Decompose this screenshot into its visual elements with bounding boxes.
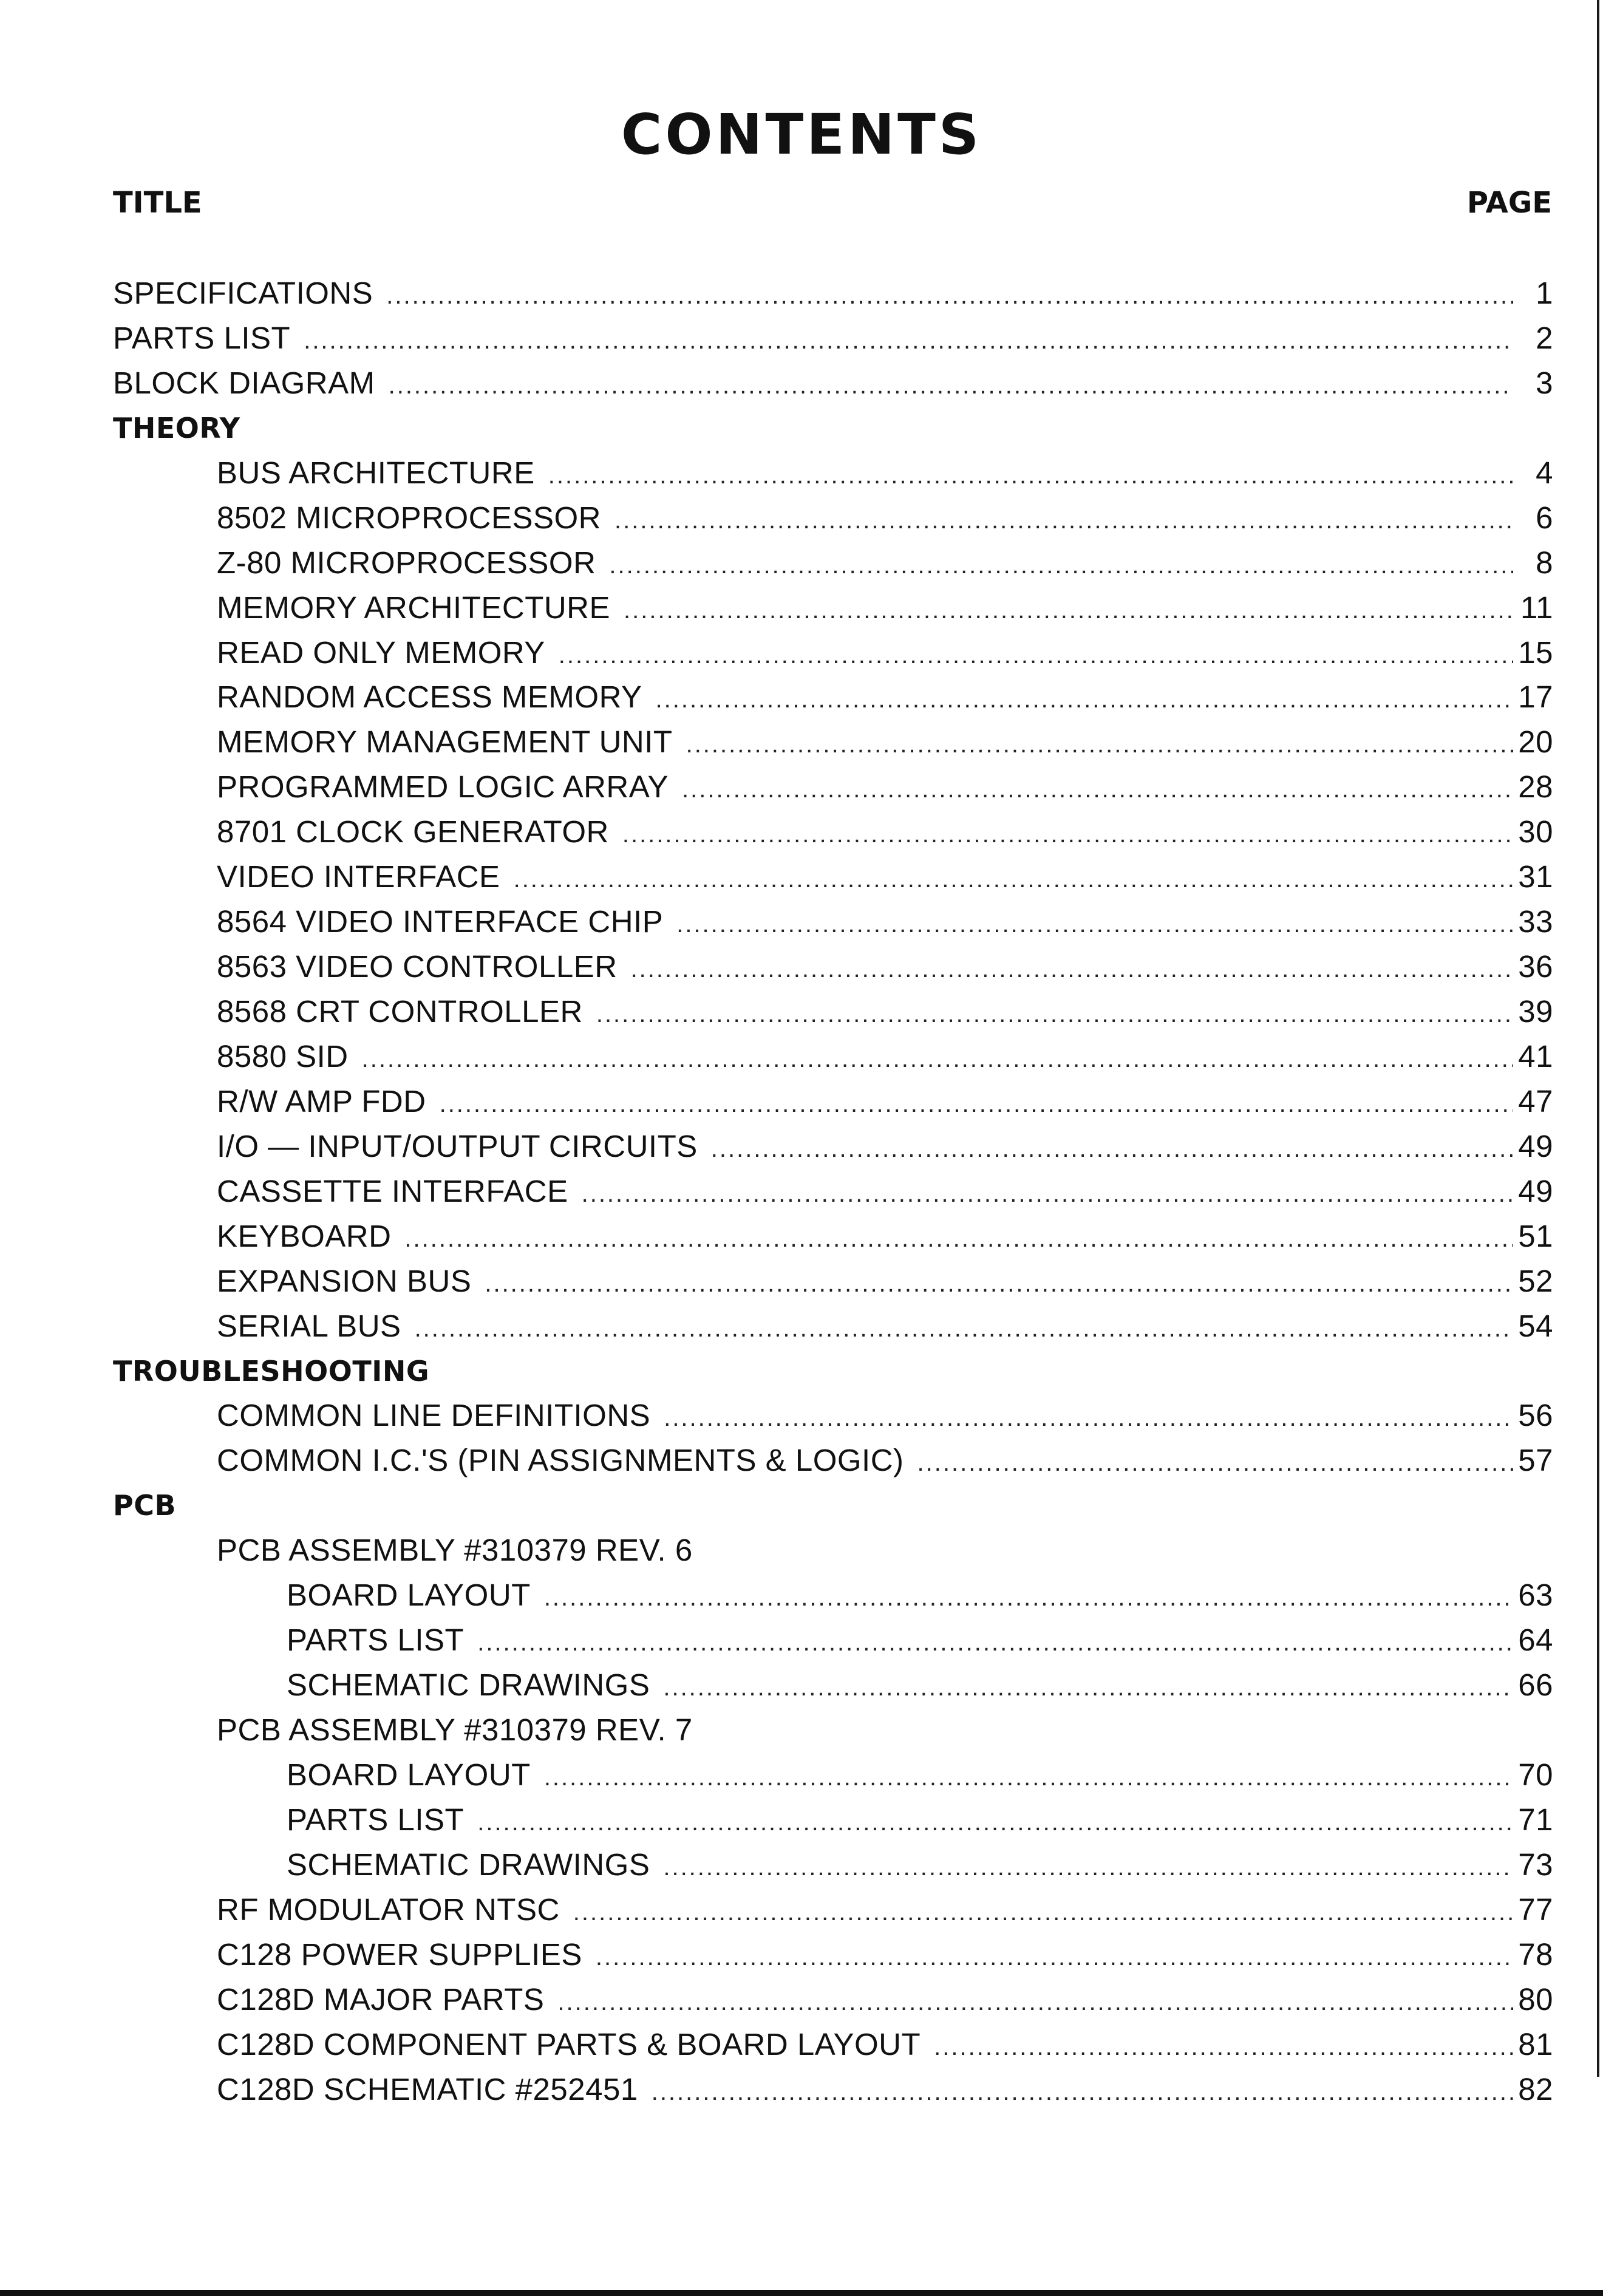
entry-label: C128D MAJOR PARTS (217, 1981, 545, 2017)
toc-entry[interactable] (0, 1708, 1603, 1753)
dot-leader (477, 1620, 1513, 1665)
dot-leader (304, 318, 1513, 363)
entry-label: PCB ASSEMBLY #310379 REV. 6 (217, 1533, 693, 1568)
page-number: 20 (1518, 724, 1553, 760)
dot-leader (663, 1845, 1513, 1890)
page-number: 17 (1518, 680, 1553, 715)
dot-leader (596, 1935, 1513, 1980)
toc-entry-line (217, 1304, 1513, 1351)
entry-label: Z-80 MICROPROCESSOR (217, 545, 596, 580)
toc-entry[interactable] (0, 1259, 1603, 1304)
section-label: TROUBLESHOOTING (113, 1354, 430, 1388)
toc-entry-line (287, 1663, 1513, 1710)
dot-leader (652, 2069, 1513, 2114)
dot-leader (440, 1082, 1513, 1126)
toc-entry-line (113, 316, 1513, 363)
toc-entry[interactable] (0, 720, 1603, 765)
toc-entry[interactable] (0, 1753, 1603, 1797)
entry-label: RF MODULATOR NTSC (217, 1892, 560, 1927)
dot-leader (477, 1800, 1513, 1845)
dot-leader (548, 453, 1513, 498)
entry-label: BUS ARCHITECTURE (217, 455, 535, 490)
toc-entry[interactable] (0, 1304, 1603, 1349)
toc-entry[interactable] (0, 1393, 1603, 1438)
dot-leader (614, 498, 1513, 543)
toc-entry[interactable] (0, 451, 1603, 496)
entry-label: CASSETTE INTERFACE (217, 1173, 568, 1208)
entry-label: 8563 VIDEO CONTROLLER (217, 949, 618, 984)
entry-label: PCB ASSEMBLY #310379 REV. 7 (217, 1712, 693, 1747)
dot-leader (664, 1395, 1513, 1440)
dot-leader (686, 722, 1513, 767)
toc-entry[interactable] (0, 1079, 1603, 1124)
dot-leader (404, 1216, 1513, 1261)
toc-entry[interactable] (0, 1528, 1603, 1573)
toc-entry-line (113, 1349, 1513, 1394)
dot-leader (544, 1575, 1513, 1620)
page-number: 51 (1518, 1218, 1553, 1253)
toc-entry[interactable] (0, 1842, 1603, 1887)
dot-leader (609, 543, 1513, 588)
dot-leader (656, 677, 1514, 722)
toc-entry[interactable] (0, 1663, 1603, 1708)
toc-entry[interactable] (0, 1932, 1603, 1977)
dot-leader (934, 2025, 1513, 2069)
entry-label: BOARD LAYOUT (287, 1757, 531, 1792)
dot-leader (663, 1665, 1513, 1710)
toc-entry-line (217, 720, 1513, 767)
toc-entry-line (217, 1214, 1513, 1261)
entry-label: 8568 CRT CONTROLLER (217, 994, 583, 1029)
toc-entry-line (217, 989, 1513, 1037)
page-number: 81 (1518, 2026, 1553, 2062)
dot-leader (573, 1890, 1513, 1935)
page-number: 63 (1518, 1578, 1553, 1613)
toc-entry[interactable] (0, 899, 1603, 944)
page-edge-line (1597, 0, 1599, 2077)
dot-leader (622, 812, 1513, 857)
page-number: 41 (1518, 1038, 1553, 1074)
toc-entry[interactable] (0, 1438, 1603, 1483)
entry-label: PROGRAMMED LOGIC ARRAY (217, 769, 669, 805)
entry-label: COMMON LINE DEFINITIONS (217, 1398, 651, 1433)
toc-entry[interactable] (0, 1797, 1603, 1842)
entry-label: C128D COMPONENT PARTS & BOARD LAYOUT (217, 2026, 921, 2062)
toc-entry-line (217, 1259, 1513, 1306)
page-number: 78 (1518, 1937, 1553, 1972)
toc-entry-line (217, 1169, 1513, 1216)
toc-entry-line (217, 1932, 1513, 1980)
page-number: 6 (1536, 500, 1553, 535)
toc-entry[interactable] (0, 540, 1603, 585)
toc-entry-line (217, 2022, 1513, 2069)
toc-entry-line (217, 1977, 1513, 2025)
page-number: 2 (1536, 320, 1553, 355)
page-bottom-border (0, 2290, 1603, 2296)
entry-label: BOARD LAYOUT (287, 1578, 531, 1613)
dot-leader (559, 633, 1513, 678)
toc-entry-line (217, 630, 1513, 678)
toc-entry-line (217, 1438, 1513, 1485)
toc-entry[interactable] (0, 2067, 1603, 2112)
entry-label: SCHEMATIC DRAWINGS (287, 1847, 650, 1882)
toc-section-heading (0, 406, 1603, 451)
dot-leader (362, 1037, 1513, 1082)
page-number: 71 (1518, 1802, 1553, 1837)
toc-entry[interactable] (0, 496, 1603, 540)
page-number: 47 (1518, 1083, 1553, 1119)
page-number: 36 (1518, 949, 1553, 984)
dot-leader (386, 273, 1513, 318)
dot-leader (596, 992, 1513, 1037)
toc-entry-line (113, 406, 1513, 451)
toc-entry[interactable] (0, 1977, 1603, 2022)
entry-label: 8564 VIDEO INTERFACE CHIP (217, 904, 664, 939)
page-number: 8 (1536, 545, 1553, 580)
entry-label: MEMORY MANAGEMENT UNIT (217, 724, 673, 760)
page-number: 1 (1536, 276, 1553, 310)
toc-entry-line (217, 1034, 1513, 1082)
entry-label: PARTS LIST (113, 320, 291, 355)
page-number: 77 (1518, 1892, 1553, 1927)
entry-label: SCHEMATIC DRAWINGS (287, 1667, 650, 1703)
toc-entry-line (217, 765, 1513, 812)
page-number: 82 (1518, 2071, 1553, 2107)
toc-entry[interactable] (0, 1124, 1603, 1169)
page-column-header: PAGE (1466, 186, 1552, 220)
page-number: 80 (1518, 1981, 1553, 2017)
section-label: THEORY (113, 411, 240, 445)
toc-entry[interactable] (0, 1034, 1603, 1079)
toc-entry-line (217, 1079, 1513, 1126)
page-number: 49 (1518, 1173, 1553, 1208)
toc-entry[interactable] (0, 271, 1603, 316)
toc-entry[interactable] (0, 989, 1603, 1034)
toc-entry-line (217, 1393, 1513, 1440)
toc-entry[interactable] (0, 361, 1603, 406)
page-number: 4 (1536, 455, 1553, 490)
dot-leader (682, 767, 1513, 812)
entry-label: PARTS LIST (287, 1802, 465, 1837)
page-number: 57 (1518, 1443, 1553, 1478)
table-of-contents (0, 271, 1603, 2111)
title-column-header: TITLE (113, 186, 202, 220)
entry-label: COMMON I.C.'S (PIN ASSIGNMENTS & LOGIC) (217, 1443, 904, 1478)
toc-entry[interactable] (0, 854, 1603, 899)
toc-entry-line (217, 675, 1513, 722)
dot-leader (624, 588, 1513, 633)
page-number: 3 (1536, 365, 1553, 400)
toc-entry-line (217, 1887, 1513, 1935)
toc-entry-line (217, 1528, 1513, 1573)
entry-label: SERIAL BUS (217, 1308, 401, 1343)
page-number: 70 (1518, 1757, 1553, 1792)
entry-label: SPECIFICATIONS (113, 276, 373, 310)
toc-entry[interactable] (0, 944, 1603, 989)
toc-entry-line (287, 1797, 1513, 1845)
page-number: 30 (1518, 814, 1553, 850)
entry-label: R/W AMP FDD (217, 1083, 426, 1119)
page-number: 11 (1520, 590, 1553, 625)
page-number: 15 (1518, 635, 1553, 670)
toc-entry[interactable] (0, 2022, 1603, 2067)
toc-entry-line (217, 899, 1513, 947)
page-number: 52 (1518, 1263, 1553, 1298)
entry-label: EXPANSION BUS (217, 1263, 472, 1298)
dot-leader (917, 1440, 1513, 1485)
entry-label: READ ONLY MEMORY (217, 635, 545, 670)
dot-leader (389, 363, 1513, 408)
dot-leader (415, 1306, 1513, 1351)
entry-label: 8701 CLOCK GENERATOR (217, 814, 609, 850)
dot-leader (631, 947, 1513, 992)
entry-label: C128 POWER SUPPLIES (217, 1937, 582, 1972)
toc-entry-line (287, 1753, 1513, 1800)
toc-entry[interactable] (0, 1169, 1603, 1214)
toc-entry[interactable] (0, 1573, 1603, 1618)
toc-entry-line (217, 854, 1513, 902)
page-title: CONTENTS (621, 102, 982, 167)
toc-entry-line (217, 809, 1513, 857)
entry-label: KEYBOARD (217, 1218, 392, 1253)
page-number: 56 (1518, 1398, 1553, 1433)
entry-label: MEMORY ARCHITECTURE (217, 590, 611, 625)
toc-entry[interactable] (0, 1618, 1603, 1663)
section-label: PCB (113, 1489, 177, 1522)
toc-entry-line (217, 2067, 1513, 2114)
dot-leader (676, 902, 1513, 947)
entry-label: C128D SCHEMATIC #252451 (217, 2071, 638, 2107)
dot-leader (514, 857, 1513, 902)
page-number: 66 (1518, 1667, 1553, 1703)
toc-entry-line (217, 1124, 1513, 1171)
toc-entry-line (217, 585, 1513, 633)
entry-label: I/O — INPUT/OUTPUT CIRCUITS (217, 1128, 698, 1163)
toc-entry-line (217, 944, 1513, 992)
dot-leader (485, 1261, 1513, 1306)
toc-entry-line (113, 271, 1513, 318)
dot-leader (557, 1980, 1513, 2025)
page-number: 31 (1518, 859, 1553, 894)
entry-label: BLOCK DIAGRAM (113, 365, 375, 400)
toc-entry-line (287, 1842, 1513, 1890)
toc-section-heading (0, 1349, 1603, 1394)
entry-label: 8580 SID (217, 1038, 349, 1074)
toc-entry-line (113, 1483, 1513, 1528)
toc-entry-line (287, 1573, 1513, 1620)
toc-entry-line (287, 1618, 1513, 1665)
toc-entry-line (217, 1708, 1513, 1753)
toc-entry[interactable] (0, 630, 1603, 675)
entry-label: VIDEO INTERFACE (217, 859, 500, 894)
page-number: 49 (1518, 1128, 1553, 1163)
toc-section-heading (0, 1483, 1603, 1528)
dot-leader (711, 1126, 1513, 1171)
dot-leader (544, 1755, 1513, 1800)
page-number: 33 (1518, 904, 1553, 939)
toc-entry[interactable] (0, 1887, 1603, 1932)
toc-entry-line (113, 361, 1513, 408)
entry-label: 8502 MICROPROCESSOR (217, 500, 602, 535)
page-number: 28 (1518, 769, 1553, 805)
toc-entry[interactable] (0, 765, 1603, 809)
toc-entry-line (217, 540, 1513, 588)
entry-label: PARTS LIST (287, 1623, 465, 1658)
toc-entry[interactable] (0, 1214, 1603, 1259)
toc-entry[interactable] (0, 809, 1603, 854)
page-number: 73 (1518, 1847, 1553, 1882)
page-number: 54 (1518, 1308, 1553, 1343)
toc-entry-line (217, 451, 1513, 498)
toc-entry[interactable] (0, 316, 1603, 361)
toc-entry[interactable] (0, 675, 1603, 720)
toc-entry[interactable] (0, 585, 1603, 630)
toc-entry-line (217, 496, 1513, 543)
entry-label: RANDOM ACCESS MEMORY (217, 680, 642, 715)
dot-leader (582, 1171, 1513, 1216)
page-number: 64 (1518, 1623, 1553, 1658)
page-number: 39 (1518, 994, 1553, 1029)
